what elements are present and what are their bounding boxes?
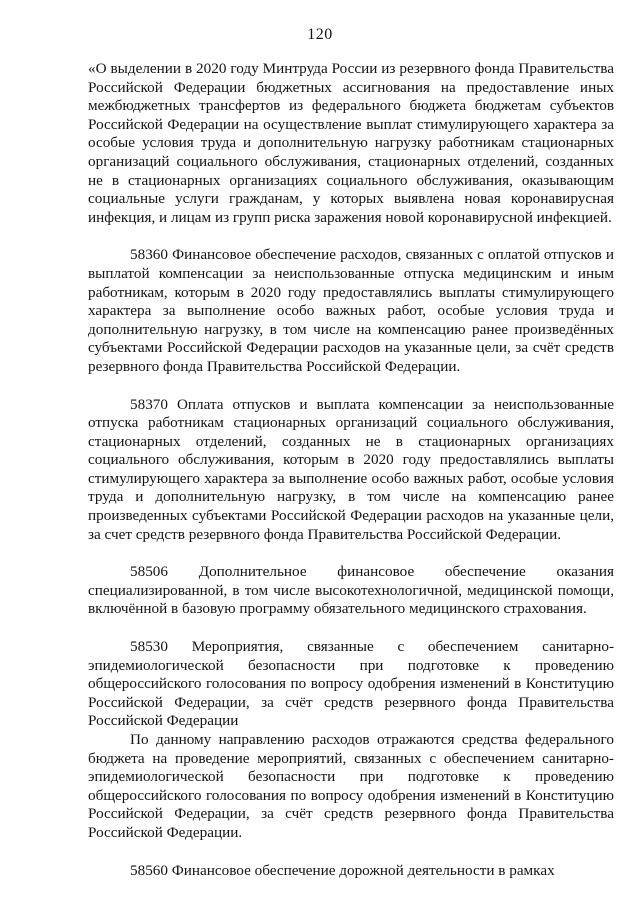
paragraph-58506: 58506 Дополнительное финансовое обеспечение оказания специализированной, в том числе высокотехнологичной, медицинской помощи, включённой в базовую программу обязательного медицинского страхования. [88, 563, 614, 618]
document-body [88, 60, 614, 880]
page-number: 120 [307, 26, 333, 43]
paragraph-resolution-quote: «О выделении в 2020 году Минтруда России из резервного фонда Правительства Российской Федерации бюджетных ассигнования на предоставление иных межбюджетных трансфертов из федерального бюджета бюджетам субъектов Российской Федерации на осуществление выплат стимулирующего характера за особые условия труда и дополнительную нагрузку работникам стационарных организаций социального обслуживания, стационарных отделений, созданных не в стационарных организациях социального обслуживания, оказывающим социальные услуги гражданам, у которых выявлена новая коронавирусная инфекция, и лицам из групп риска заражения новой коронавирусной инфекцией. [88, 60, 614, 226]
paragraph-58530-description: По данному направлению расходов отражаются средства федерального бюджета на проведение мероприятий, связанных с обеспечением санитарно-эпидемиологической безопасности при подготовке к проведению общероссийского голосования по вопросу одобрения изменений в Конституцию Российской Федерации, за счёт средств резервного фонда Правительства Российской Федерации. [88, 731, 614, 841]
paragraph-58530: 58530 Мероприятия, связанные с обеспечением санитарно-эпидемиологической безопасности при подготовке к проведению общероссийского голосования по вопросу одобрения изменений в Конституцию Российской Федерации, за счёт средств резервного фонда Правительства Российской Федерации [88, 638, 614, 730]
paragraph-58370: 58370 Оплата отпусков и выплата компенсации за неиспользованные отпуска работникам стационарных организаций социального обслуживания, стационарных отделений, созданных не в стационарных организациях социального обслуживания, которым в 2020 году предоставлялись выплаты стимулирующего характера за выполнение особо важных работ, особые условия труда и дополнительную нагрузку, в том числе на компенсацию ранее произведенных субъектами Российской Федерации расходов на указанные цели, за счет средств резервного фонда Правительства Российской Федерации. [88, 395, 614, 543]
paragraph-58560: 58560 Финансовое обеспечение дорожной деятельности в рамках [130, 861, 555, 879]
paragraph-58360: 58360 Финансовое обеспечение расходов, связанных с оплатой отпусков и выплатой компенсации за неиспользованные отпуска медицинским и иным работникам, которым в 2020 году предоставлялись выплаты стимулирующего характера за выполнение особо важных работ, особые условия труда и дополнительную нагрузку, в том числе на компенсацию ранее произведённых субъектами Российской Федерации расходов на указанные цели, за счёт средств резервного фонда Правительства Российской Федерации. [88, 246, 614, 375]
